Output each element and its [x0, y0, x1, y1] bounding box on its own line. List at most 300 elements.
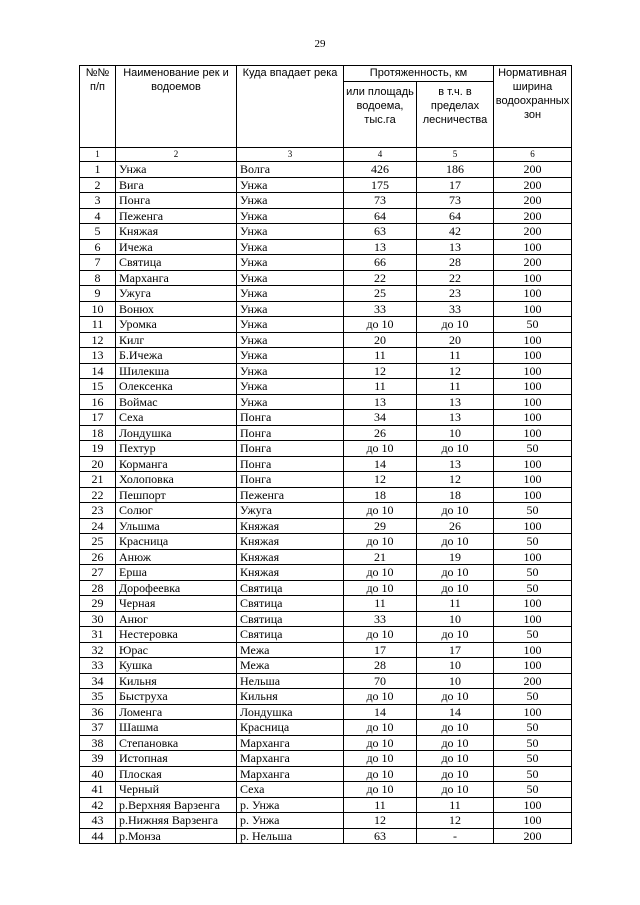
forestry-length-value: 20 — [417, 332, 494, 348]
zone-width-value: 50 — [494, 317, 572, 333]
forestry-length-value: 28 — [417, 255, 494, 271]
zone-width-value: 100 — [494, 379, 572, 395]
length-value: до 10 — [344, 441, 417, 457]
river-name: Холоповка — [116, 472, 237, 488]
flows-into: Княжая — [237, 534, 344, 550]
table-row — [80, 456, 572, 472]
river-name: Дорофеевка — [116, 580, 237, 596]
river-name: Ульшма — [116, 518, 237, 534]
river-name: Воймас — [116, 394, 237, 410]
zone-width-value: 100 — [494, 704, 572, 720]
flows-into: Святица — [237, 611, 344, 627]
river-name: Нестеровка — [116, 627, 237, 643]
length-value: 11 — [344, 596, 417, 612]
row-number: 43 — [80, 813, 116, 829]
flows-into: Унжа — [237, 177, 344, 193]
header-zone-width: Нормативная ширина водоохранных зон — [494, 66, 572, 148]
river-name: Уромка — [116, 317, 237, 333]
zone-width-value: 100 — [494, 813, 572, 829]
row-number: 22 — [80, 487, 116, 503]
river-name: Черная — [116, 596, 237, 612]
table-row — [80, 472, 572, 488]
header-name: Наименование рек и водоемов — [116, 66, 237, 148]
forestry-length-value: до 10 — [417, 534, 494, 550]
zone-width-value: 100 — [494, 518, 572, 534]
length-value: 175 — [344, 177, 417, 193]
column-numbers-row — [80, 148, 572, 162]
length-value: 21 — [344, 549, 417, 565]
row-number: 24 — [80, 518, 116, 534]
zone-width-value: 100 — [494, 286, 572, 302]
table-row — [80, 255, 572, 271]
table-row — [80, 518, 572, 534]
row-number: 8 — [80, 270, 116, 286]
forestry-length-value: 10 — [417, 658, 494, 674]
table-row — [80, 580, 572, 596]
length-value: до 10 — [344, 751, 417, 767]
forestry-length-value: 23 — [417, 286, 494, 302]
river-name: Красница — [116, 534, 237, 550]
row-number: 18 — [80, 425, 116, 441]
zone-width-value: 100 — [494, 363, 572, 379]
zone-width-value: 100 — [494, 658, 572, 674]
flows-into: Унжа — [237, 224, 344, 240]
flows-into: Унжа — [237, 239, 344, 255]
river-name: Истопная — [116, 751, 237, 767]
forestry-length-value: до 10 — [417, 782, 494, 798]
zone-width-value: 100 — [494, 410, 572, 426]
zone-width-value: 100 — [494, 456, 572, 472]
length-value: 34 — [344, 410, 417, 426]
column-number: 3 — [237, 148, 344, 162]
zone-width-value: 200 — [494, 177, 572, 193]
table-row — [80, 642, 572, 658]
table-row — [80, 658, 572, 674]
row-number: 39 — [80, 751, 116, 767]
table-row — [80, 270, 572, 286]
flows-into: Святица — [237, 596, 344, 612]
length-value: 12 — [344, 813, 417, 829]
length-value: 426 — [344, 162, 417, 178]
river-name: Солюг — [116, 503, 237, 519]
forestry-length-value: 26 — [417, 518, 494, 534]
table-row — [80, 735, 572, 751]
river-name: р.Монза — [116, 828, 237, 844]
river-name: Степановка — [116, 735, 237, 751]
river-name: Кильня — [116, 673, 237, 689]
table-row — [80, 224, 572, 240]
river-name: Кушка — [116, 658, 237, 674]
forestry-length-value: 12 — [417, 472, 494, 488]
table-row — [80, 720, 572, 736]
row-number: 21 — [80, 472, 116, 488]
row-number: 4 — [80, 208, 116, 224]
length-value: до 10 — [344, 627, 417, 643]
table-row — [80, 766, 572, 782]
forestry-length-value: 73 — [417, 193, 494, 209]
row-number: 6 — [80, 239, 116, 255]
flows-into: Унжа — [237, 317, 344, 333]
flows-into: Межа — [237, 658, 344, 674]
length-value: 33 — [344, 301, 417, 317]
table-row — [80, 487, 572, 503]
forestry-length-value: 13 — [417, 394, 494, 410]
length-value: 25 — [344, 286, 417, 302]
zone-width-value: 50 — [494, 766, 572, 782]
river-name: Унжа — [116, 162, 237, 178]
table-row — [80, 239, 572, 255]
forestry-length-value: 13 — [417, 410, 494, 426]
zone-width-value: 50 — [494, 720, 572, 736]
river-name: Вонюх — [116, 301, 237, 317]
row-number: 15 — [80, 379, 116, 395]
row-number: 30 — [80, 611, 116, 627]
flows-into: Марханга — [237, 751, 344, 767]
forestry-length-value: 12 — [417, 813, 494, 829]
row-number: 31 — [80, 627, 116, 643]
flows-into: р. Унжа — [237, 813, 344, 829]
flows-into: Марханга — [237, 766, 344, 782]
zone-width-value: 50 — [494, 689, 572, 705]
flows-into: Понга — [237, 410, 344, 426]
table-row — [80, 503, 572, 519]
table-row — [80, 797, 572, 813]
zone-width-value: 100 — [494, 270, 572, 286]
table-row — [80, 611, 572, 627]
flows-into: Унжа — [237, 255, 344, 271]
length-value: 12 — [344, 472, 417, 488]
table-row — [80, 193, 572, 209]
river-name: Анюг — [116, 611, 237, 627]
length-value: 29 — [344, 518, 417, 534]
row-number: 9 — [80, 286, 116, 302]
forestry-length-value: 17 — [417, 642, 494, 658]
column-number: 5 — [417, 148, 494, 162]
forestry-length-value: до 10 — [417, 766, 494, 782]
forestry-length-value: до 10 — [417, 751, 494, 767]
forestry-length-value: до 10 — [417, 720, 494, 736]
forestry-length-value: 17 — [417, 177, 494, 193]
zone-width-value: 100 — [494, 301, 572, 317]
table-row — [80, 332, 572, 348]
row-number: 2 — [80, 177, 116, 193]
table-row — [80, 394, 572, 410]
zone-width-value: 200 — [494, 162, 572, 178]
column-number: 1 — [80, 148, 116, 162]
forestry-length-value: до 10 — [417, 503, 494, 519]
flows-into: Нельша — [237, 673, 344, 689]
forestry-length-value: до 10 — [417, 627, 494, 643]
length-value: 66 — [344, 255, 417, 271]
length-value: до 10 — [344, 534, 417, 550]
length-value: 18 — [344, 487, 417, 503]
river-name: Ичежа — [116, 239, 237, 255]
row-number: 11 — [80, 317, 116, 333]
row-number: 36 — [80, 704, 116, 720]
zone-width-value: 200 — [494, 255, 572, 271]
zone-width-value: 50 — [494, 751, 572, 767]
flows-into: Унжа — [237, 379, 344, 395]
river-name: Ужуга — [116, 286, 237, 302]
length-value: 11 — [344, 348, 417, 364]
forestry-length-value: 13 — [417, 456, 494, 472]
flows-into: р. Унжа — [237, 797, 344, 813]
table-row — [80, 565, 572, 581]
flows-into: Понга — [237, 425, 344, 441]
length-value: 14 — [344, 704, 417, 720]
forestry-length-value: до 10 — [417, 441, 494, 457]
row-number: 38 — [80, 735, 116, 751]
row-number: 5 — [80, 224, 116, 240]
flows-into: Марханга — [237, 735, 344, 751]
zone-width-value: 100 — [494, 549, 572, 565]
length-value: 73 — [344, 193, 417, 209]
table-row — [80, 441, 572, 457]
row-number: 17 — [80, 410, 116, 426]
river-name: Анюж — [116, 549, 237, 565]
flows-into: Пеженга — [237, 487, 344, 503]
table-row — [80, 782, 572, 798]
forestry-length-value: 11 — [417, 797, 494, 813]
column-number: 2 — [116, 148, 237, 162]
forestry-length-value: 11 — [417, 348, 494, 364]
flows-into: Волга — [237, 162, 344, 178]
length-value: 14 — [344, 456, 417, 472]
row-number: 16 — [80, 394, 116, 410]
length-value: 64 — [344, 208, 417, 224]
river-name: Шилекша — [116, 363, 237, 379]
flows-into: Святица — [237, 627, 344, 643]
row-number: 26 — [80, 549, 116, 565]
zone-width-value: 100 — [494, 487, 572, 503]
header-length-or-area: или площадь водоема, тыс.га — [344, 82, 417, 148]
length-value: 63 — [344, 224, 417, 240]
length-value: 70 — [344, 673, 417, 689]
forestry-length-value: до 10 — [417, 317, 494, 333]
flows-into: Княжая — [237, 549, 344, 565]
zone-width-value: 50 — [494, 782, 572, 798]
river-name: Корманга — [116, 456, 237, 472]
row-number: 25 — [80, 534, 116, 550]
table-row — [80, 673, 572, 689]
table-row — [80, 813, 572, 829]
row-number: 44 — [80, 828, 116, 844]
flows-into: Унжа — [237, 394, 344, 410]
forestry-length-value: 18 — [417, 487, 494, 503]
river-name: Марханга — [116, 270, 237, 286]
forestry-length-value: - — [417, 828, 494, 844]
flows-into: Ужуга — [237, 503, 344, 519]
length-value: 28 — [344, 658, 417, 674]
column-number: 6 — [494, 148, 572, 162]
length-value: до 10 — [344, 317, 417, 333]
zone-width-value: 50 — [494, 503, 572, 519]
row-number: 32 — [80, 642, 116, 658]
forestry-length-value: 19 — [417, 549, 494, 565]
table-body — [80, 162, 572, 844]
table-row — [80, 534, 572, 550]
flows-into: р. Нельша — [237, 828, 344, 844]
row-number: 7 — [80, 255, 116, 271]
river-name: Пехтур — [116, 441, 237, 457]
flows-into: Княжая — [237, 565, 344, 581]
length-value: 26 — [344, 425, 417, 441]
row-number: 13 — [80, 348, 116, 364]
river-name: р.Нижняя Варзенга — [116, 813, 237, 829]
forestry-length-value: до 10 — [417, 580, 494, 596]
length-value: 13 — [344, 394, 417, 410]
zone-width-value: 200 — [494, 224, 572, 240]
rivers-table — [79, 65, 572, 844]
flows-into: Святица — [237, 580, 344, 596]
river-name: Черный — [116, 782, 237, 798]
table-row — [80, 689, 572, 705]
flows-into: Сеха — [237, 782, 344, 798]
river-name: Пешпорт — [116, 487, 237, 503]
table-row — [80, 596, 572, 612]
row-number: 3 — [80, 193, 116, 209]
forestry-length-value: 11 — [417, 596, 494, 612]
forestry-length-value: 12 — [417, 363, 494, 379]
row-number: 19 — [80, 441, 116, 457]
row-number: 27 — [80, 565, 116, 581]
zone-width-value: 100 — [494, 611, 572, 627]
table-row — [80, 379, 572, 395]
zone-width-value: 50 — [494, 580, 572, 596]
flows-into: Унжа — [237, 363, 344, 379]
flows-into: Кильня — [237, 689, 344, 705]
forestry-length-value: 10 — [417, 611, 494, 627]
table-row — [80, 425, 572, 441]
flows-into: Красница — [237, 720, 344, 736]
header-flows-into: Куда впадает река — [237, 66, 344, 148]
row-number: 23 — [80, 503, 116, 519]
row-number: 41 — [80, 782, 116, 798]
zone-width-value: 100 — [494, 425, 572, 441]
row-number: 20 — [80, 456, 116, 472]
forestry-length-value: до 10 — [417, 735, 494, 751]
table-row — [80, 410, 572, 426]
forestry-length-value: 186 — [417, 162, 494, 178]
length-value: 22 — [344, 270, 417, 286]
length-value: до 10 — [344, 580, 417, 596]
forestry-length-value: до 10 — [417, 565, 494, 581]
forestry-length-value: 14 — [417, 704, 494, 720]
row-number: 14 — [80, 363, 116, 379]
flows-into: Княжая — [237, 518, 344, 534]
zone-width-value: 100 — [494, 348, 572, 364]
zone-width-value: 100 — [494, 394, 572, 410]
flows-into: Унжа — [237, 208, 344, 224]
river-name: Княжая — [116, 224, 237, 240]
flows-into: Унжа — [237, 270, 344, 286]
flows-into: Понга — [237, 472, 344, 488]
river-name: Олексенка — [116, 379, 237, 395]
forestry-length-value: 11 — [417, 379, 494, 395]
table-row — [80, 549, 572, 565]
column-number: 4 — [344, 148, 417, 162]
length-value: до 10 — [344, 782, 417, 798]
river-name: Святица — [116, 255, 237, 271]
zone-width-value: 50 — [494, 627, 572, 643]
river-name: Лондушка — [116, 425, 237, 441]
zone-width-value: 200 — [494, 673, 572, 689]
table-row — [80, 627, 572, 643]
river-name: Ломенга — [116, 704, 237, 720]
river-name: Б.Ичежа — [116, 348, 237, 364]
flows-into: Лондушка — [237, 704, 344, 720]
header-num: №№ п/п — [80, 66, 116, 148]
length-value: до 10 — [344, 735, 417, 751]
river-name: Юрас — [116, 642, 237, 658]
table-row — [80, 704, 572, 720]
zone-width-value: 100 — [494, 472, 572, 488]
zone-width-value: 50 — [494, 735, 572, 751]
row-number: 35 — [80, 689, 116, 705]
forestry-length-value: 42 — [417, 224, 494, 240]
forestry-length-value: 22 — [417, 270, 494, 286]
row-number: 28 — [80, 580, 116, 596]
flows-into: Унжа — [237, 332, 344, 348]
row-number: 29 — [80, 596, 116, 612]
zone-width-value: 50 — [494, 565, 572, 581]
header-length-group: Протяженность, км — [344, 66, 494, 82]
length-value: до 10 — [344, 720, 417, 736]
forestry-length-value: 33 — [417, 301, 494, 317]
row-number: 42 — [80, 797, 116, 813]
forestry-length-value: 10 — [417, 673, 494, 689]
table-row — [80, 162, 572, 178]
length-value: 63 — [344, 828, 417, 844]
length-value: 12 — [344, 363, 417, 379]
row-number: 37 — [80, 720, 116, 736]
forestry-length-value: 13 — [417, 239, 494, 255]
table-row — [80, 286, 572, 302]
river-name: Шашма — [116, 720, 237, 736]
river-name: Вига — [116, 177, 237, 193]
row-number: 12 — [80, 332, 116, 348]
zone-width-value: 100 — [494, 596, 572, 612]
length-value: 11 — [344, 797, 417, 813]
row-number: 10 — [80, 301, 116, 317]
flows-into: Унжа — [237, 193, 344, 209]
forestry-length-value: 10 — [417, 425, 494, 441]
zone-width-value: 200 — [494, 193, 572, 209]
river-name: Килг — [116, 332, 237, 348]
length-value: 17 — [344, 642, 417, 658]
length-value: до 10 — [344, 503, 417, 519]
river-name: Плоская — [116, 766, 237, 782]
zone-width-value: 100 — [494, 642, 572, 658]
header-within-forestry: в т.ч. в пределах лесничества — [417, 82, 494, 148]
river-name: Пеженга — [116, 208, 237, 224]
flows-into: Понга — [237, 441, 344, 457]
table-row — [80, 348, 572, 364]
length-value: до 10 — [344, 766, 417, 782]
table-row — [80, 301, 572, 317]
table-row — [80, 177, 572, 193]
zone-width-value: 200 — [494, 828, 572, 844]
flows-into: Унжа — [237, 286, 344, 302]
forestry-length-value: до 10 — [417, 689, 494, 705]
forestry-length-value: 64 — [417, 208, 494, 224]
zone-width-value: 50 — [494, 534, 572, 550]
river-name: Понга — [116, 193, 237, 209]
length-value: 11 — [344, 379, 417, 395]
table-row — [80, 828, 572, 844]
table-row — [80, 751, 572, 767]
length-value: 13 — [344, 239, 417, 255]
